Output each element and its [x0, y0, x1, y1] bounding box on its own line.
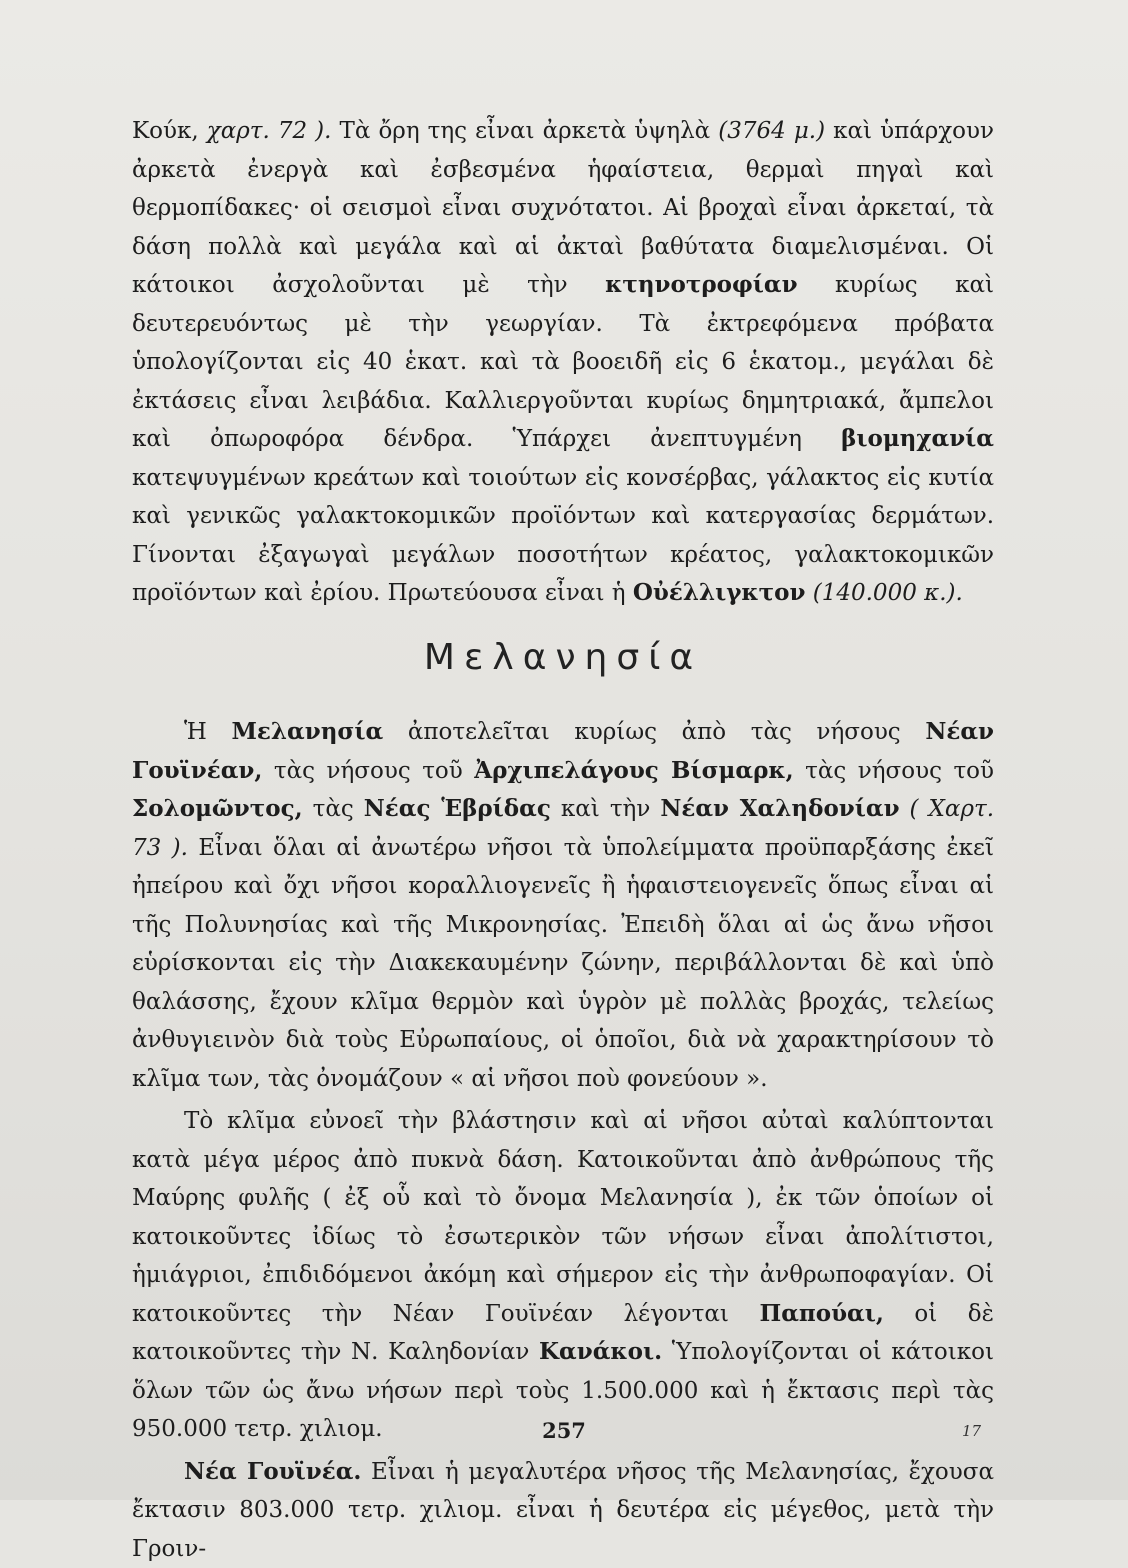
text-run: Ὑπολογίζονται οἱ κάτοικοι ὅλων τῶν ὡς ἄνω νήσων περὶ τοὺς 1.500.000 καὶ ἡ ἔκτασις περὶ τὰς 950.000 τετρ. χιλιομ. [132, 1339, 994, 1442]
text-run: τὰς νήσους τοῦ [794, 758, 994, 784]
population-value: (140.000 κ.). [805, 580, 962, 606]
signature-mark: 17 [962, 1422, 981, 1440]
text-run: Τὰ ὄρη της εἶναι ἀρκετὰ ὑψηλὰ [340, 118, 719, 144]
text-run: Ἡ [184, 719, 231, 745]
paragraph-continued [132, 112, 994, 613]
bold-term: βιομηχανία [841, 425, 994, 452]
bold-term: Νέαν Γουϊνέαν, [132, 718, 994, 784]
text-run: τὰς νήσους τοῦ [262, 758, 474, 784]
text-run: Εἶναι ἡ μεγαλυτέρα νῆσος τῆς Μελανησίας, ἔχουσα ἔκτασιν 803.000 τετρ. χιλιομ. εἶναι ἡ δευτέρα εἰς μέγεθος, μετὰ τὴν Γροιν- [132, 1459, 994, 1562]
subsection-title: Νέα Γουϊνέα. [184, 1458, 361, 1485]
text-run: καὶ τὴν [551, 796, 660, 822]
text-run: οἱ δὲ κατοικοῦντες τὴν Ν. Καληδονίαν [132, 1301, 994, 1366]
map-reference: ( Χαρτ. 73 ). [132, 796, 994, 861]
text-run: τὰς [303, 796, 364, 822]
text-run: ἀποτελεῖται κυρίως ἀπὸ τὰς νήσους [383, 719, 925, 745]
capital-name: Οὐέλλιγκτον [633, 579, 806, 606]
altitude-value: (3764 μ.) [718, 118, 833, 144]
bold-term: κτηνοτροφίαν [605, 271, 797, 298]
section-heading: Μελανησία [132, 639, 994, 678]
bold-term: Σολομῶντος, [132, 795, 303, 822]
page-number: 257 [0, 1418, 1128, 1443]
text-run: Εἶναι ὅλαι αἱ ἀνωτέρω νῆσοι τὰ ὑπολείμματα προϋπαρξάσης ἐκεῖ ἠπείρου καὶ ὄχι νῆσοι κοραλλιογενεῖς ἢ ἡφαιστειογενεῖς ὅπως εἶναι αἱ τῆς Πολυνησίας καὶ τῆς Μικρονησίας. Ἐπειδὴ ὅλαι αἱ ὡς ἄνω νῆσοι εὑρίσκονται εἰς τὴν Διακεκαυμένην ζώνην, περιβάλλονται δὲ καὶ ὑπὸ θαλάσσης, ἔχουν κλῖμα θερμὸν καὶ ὑγρὸν μὲ πολλὰς βροχάς, τελείως ἀνθυγιεινὸν διὰ τοὺς Εὐρωπαίους, οἱ ὁποῖοι, διὰ νὰ χαρακτηρίσουν τὸ κλῖμα των, τὰς ὀνομάζουν « αἱ νῆσοι ποὺ φονεύουν ». [132, 835, 994, 1092]
paragraph-melanesia-intro [132, 713, 994, 1098]
text-run: Κούκ, [132, 118, 207, 144]
map-reference: χαρτ. 72 ). [207, 118, 340, 144]
bold-term: Παπούαι, [759, 1300, 883, 1327]
bold-term: Νέας Ἑβρίδας [364, 795, 551, 822]
bold-term: Νέαν Χαληδονίαν [660, 795, 899, 822]
bold-term: Μελανησία [231, 718, 383, 745]
paragraph-population [132, 1102, 994, 1449]
paragraph-new-guinea [132, 1453, 994, 1568]
text-run: καὶ ὑπάρχουν ἀρκετὰ ἐνεργὰ καὶ ἐσβεσμένα ἡφαίστεια, θερμαὶ πηγαὶ καὶ θερμοπίδακες· οἱ σεισμοὶ εἶναι συχνότατοι. Αἱ βροχαὶ εἶναι ἀρκεταί, τὰ δάση πολλὰ καὶ μεγάλα καὶ αἱ ἀκταὶ βαθύτατα διαμελισμέναι. Οἱ κάτοικοι ἀσχολοῦνται μὲ τὴν [132, 118, 994, 298]
text-run: Τὸ κλῖμα εὐνοεῖ τὴν βλάστησιν καὶ αἱ νῆσοι αὐταὶ καλύπτονται κατὰ μέγα μέρος ἀπὸ πυκνὰ δάση. Κατοικοῦνται ἀπὸ ἀνθρώπους τῆς Μαύρης φυλῆς ( ἐξ οὗ καὶ τὸ ὄνομα Μελανησία ), ἐκ τῶν ὁποίων οἱ κατοικοῦντες ἰδίως τὸ ἐσωτερικὸν τῶν νήσων εἶναι ἀπολίτιστοι, ἡμιάγριοι, ἐπιδιδόμενοι ἀκόμη καὶ σήμερον εἰς τὴν ἀνθρωποφαγίαν. Οἱ κατοικοῦντες τὴν Νέαν Γουϊνέαν λέγονται [132, 1108, 994, 1327]
text-column [132, 112, 994, 1568]
text-run: κυρίως καὶ δευτερευόντως μὲ τὴν γεωργίαν. Τὰ ἐκτρεφόμενα πρόβατα ὑπολογίζονται εἰς 40 ἑκατ. καὶ τὰ βοοειδῆ εἰς 6 ἑκατομ., μεγάλαι δὲ ἐκτάσεις εἶναι λειβάδια. Καλλιεργοῦνται κυρίως δημητριακά, ἄμπελοι καὶ ὀπωροφόρα δένδρα. Ὑπάρχει ἀνεπτυγμένη [132, 272, 994, 452]
text-run: κατεψυγμένων κρεάτων καὶ τοιούτων εἰς κονσέρβας, γάλακτος εἰς κυτία καὶ γενικῶς γαλακτοκομικῶν προϊόντων καὶ κατεργασίας δερμάτων. Γίνονται ἐξαγωγαὶ μεγάλων ποσοτήτων κρέατος, γαλακτοκομικῶν προϊόντων καὶ ἐρίου. Πρωτεύουσα εἶναι ἡ [132, 465, 994, 607]
bold-term: Κανάκοι. [539, 1338, 662, 1365]
bold-term: Ἀρχιπελάγους Βίσμαρκ, [474, 757, 793, 784]
